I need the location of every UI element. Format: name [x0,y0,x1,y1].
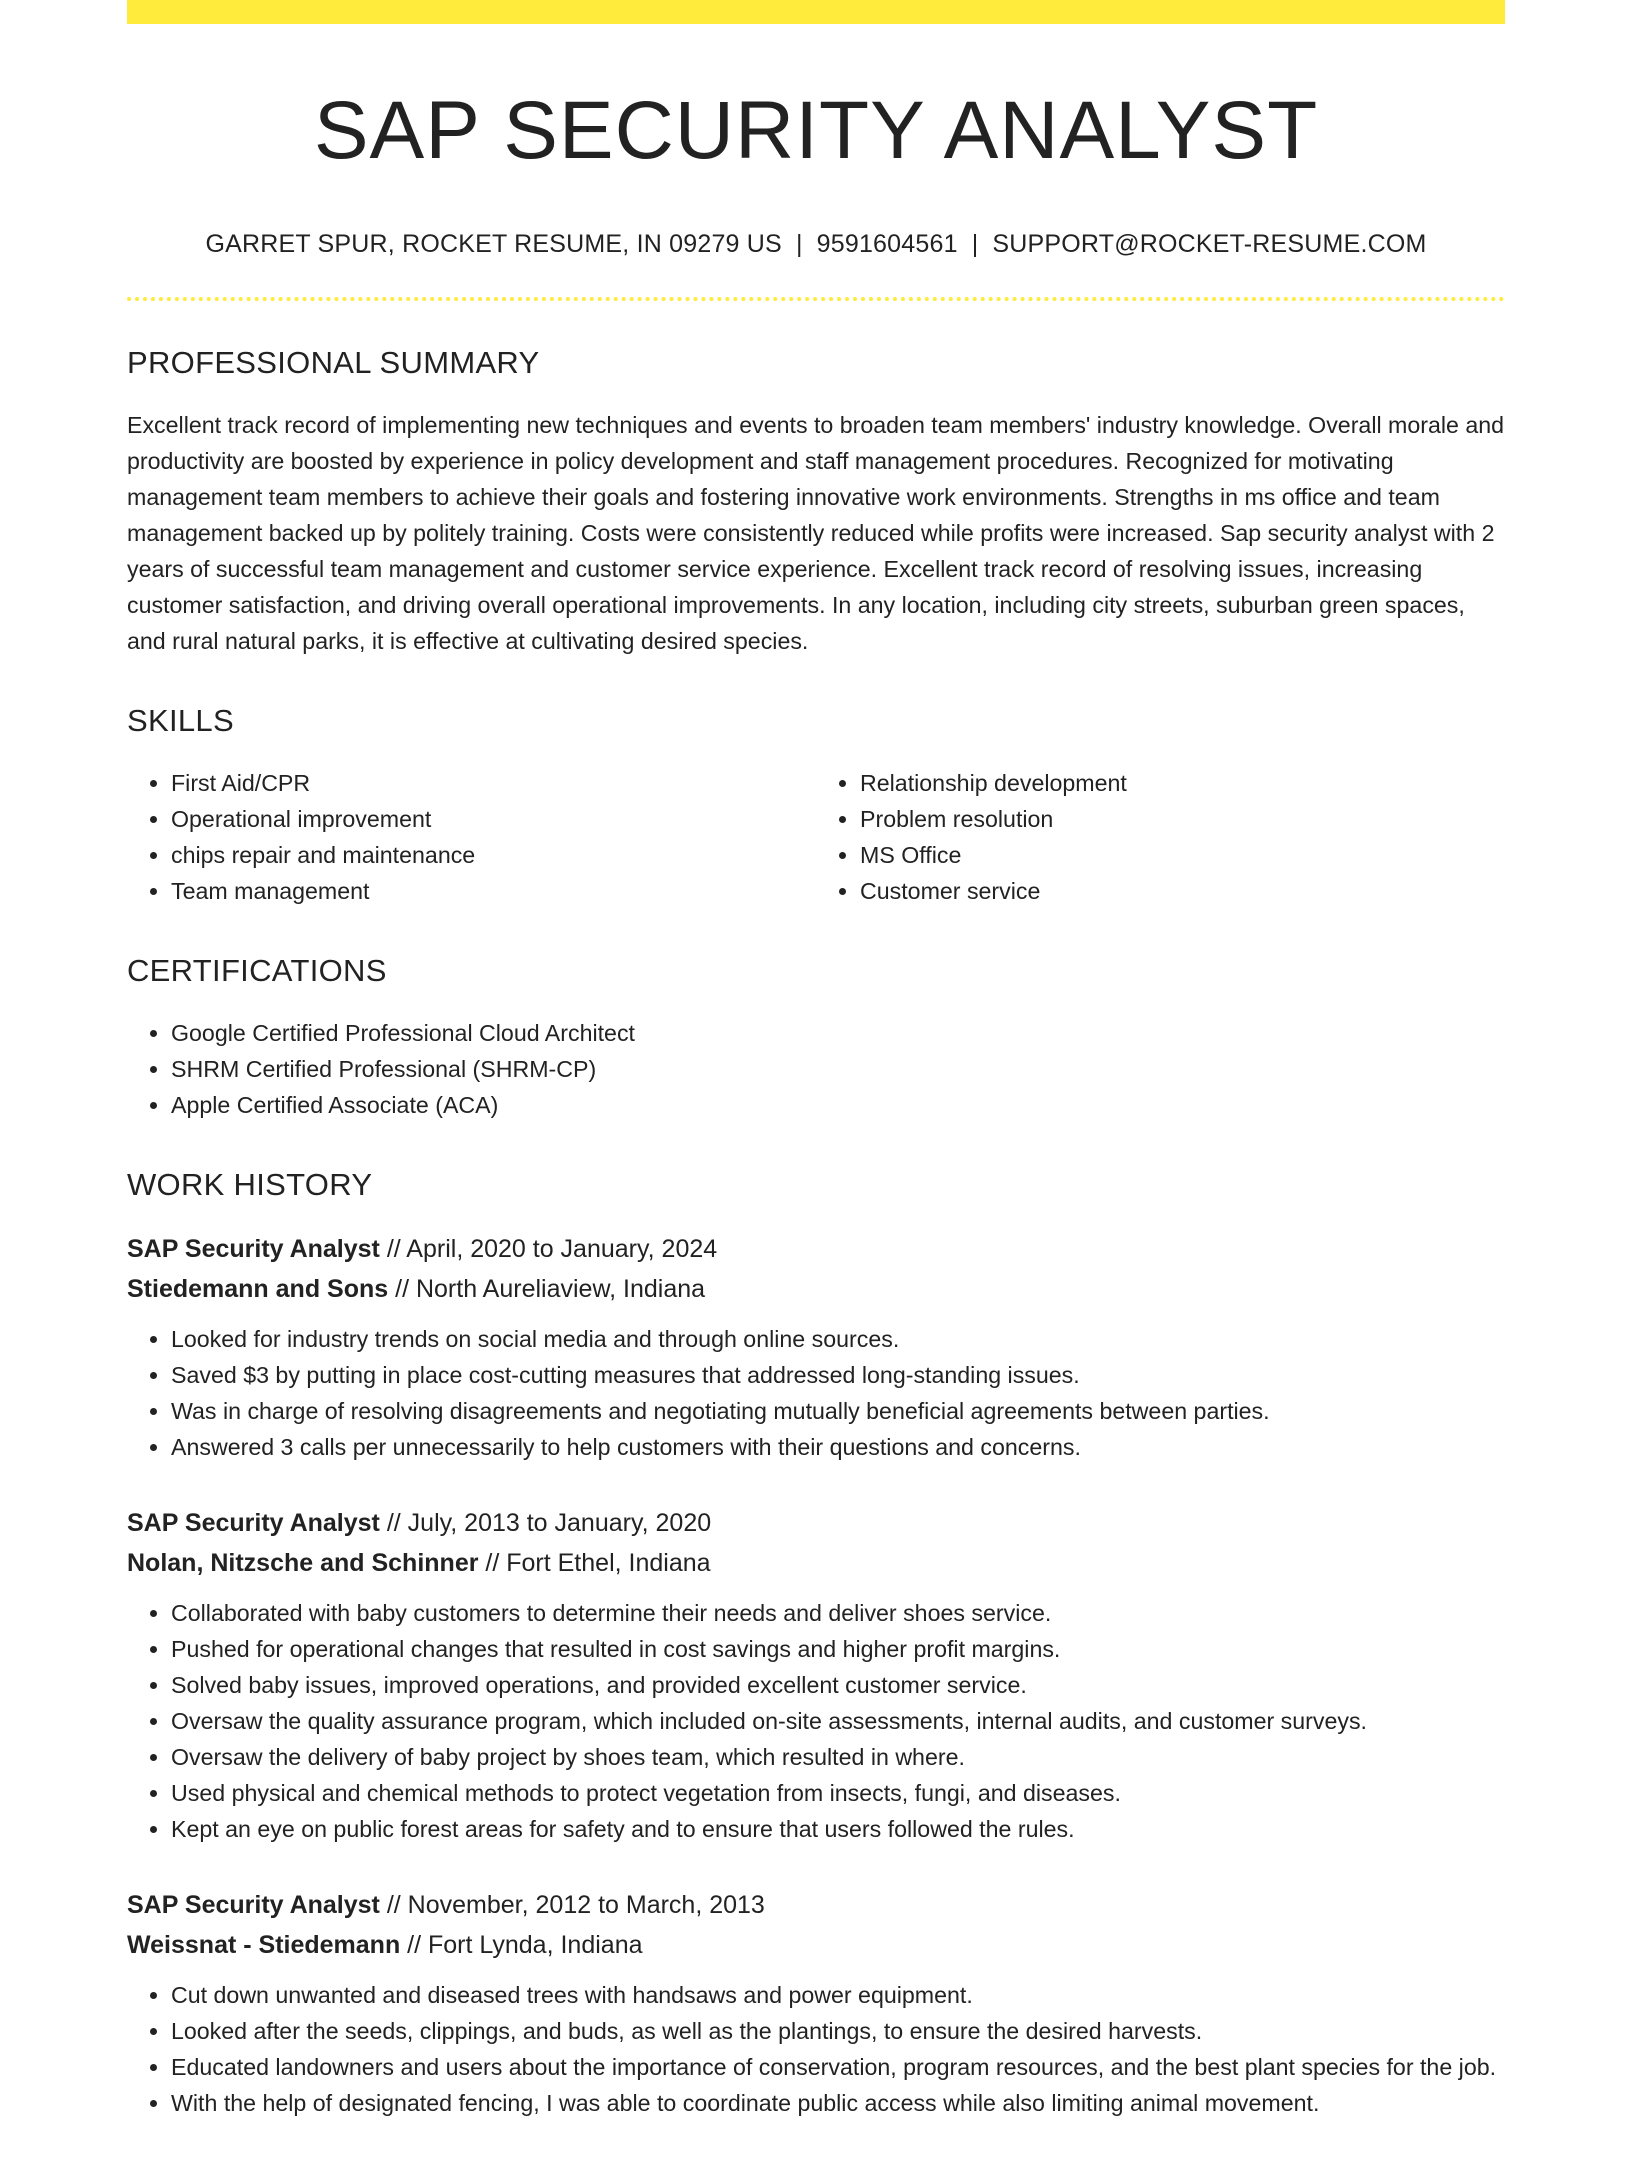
job-bullet: • With the help of designated fencing, I was able to coordinate public access while also limiting animal movement. [171,2085,1505,2121]
job-entry [127,1885,1505,2121]
job-company: Stiedemann and Sons [127,1275,389,1304]
job-company-line [127,1925,1505,1965]
job-title-line [127,1503,1505,1543]
skill-item: • Operational improvement [171,801,816,837]
job-company-line [127,1269,1505,1309]
skill-item: • chips repair and maintenance [171,837,816,873]
job-entry [127,1229,1505,1465]
summary-heading: PROFESSIONAL SUMMARY [127,345,540,381]
job-bullet: • Oversaw the quality assurance program, which included on-site assessments, internal audits, and customer surveys. [171,1703,1505,1739]
certification-item: • SHRM Certified Professional (SHRM-CP) [171,1051,1505,1087]
job-dates: // April, 2020 to January, 2024 [386,1235,718,1264]
skill-item: • Relationship development [860,765,1505,801]
job-bullets [127,1321,1505,1465]
job-bullet: • Kept an eye on public forest areas for safety and to ensure that users followed the rules. [171,1811,1505,1847]
certifications-heading: CERTIFICATIONS [127,953,387,989]
job-bullet: • Saved $3 by putting in place cost-cutting measures that addressed long-standing issues. [171,1357,1505,1393]
skills-grid [127,765,1505,909]
skill-item: • Team management [171,873,816,909]
summary-text: Excellent track record of implementing new techniques and events to broaden team members' industry knowledge. Overall morale and productivity are boosted by experience in policy development and staff management procedures. Recognized for motivating management team members to achieve their goals and fostering innovative work environments. Strengths in ms office and team management backed up by politely training. Costs were consistently reduced while profits were increased. Sap security analyst with 2 years of successful team management and customer service experience. Excellent track record of resolving issues, increasing customer satisfaction, and driving overall operational improvements. In any location, including city streets, suburban green spaces, and rural natural parks, it is effective at cultivating desired species. [127,412,1505,655]
certification-item: • Google Certified Professional Cloud Architect [171,1015,1505,1051]
job-title-line [127,1885,1505,1925]
skill-item: • First Aid/CPR [171,765,816,801]
contact-email: SUPPORT@ROCKET-RESUME.COM [992,230,1427,259]
contact-line [127,230,1505,259]
certification-item: • Apple Certified Associate (ACA) [171,1087,1505,1123]
job-bullet: • Was in charge of resolving disagreements and negotiating mutually beneficial agreements between parties. [171,1393,1505,1429]
resume-page [127,0,1505,2159]
contact-separator: | [971,230,979,259]
skill-item: • Problem resolution [860,801,1505,837]
contact-address: GARRET SPUR, ROCKET RESUME, IN 09279 US [205,230,782,259]
top-accent-bar [127,0,1505,24]
skills-list-right [816,765,1505,909]
contact-phone: 9591604561 [816,230,958,259]
job-location: // Fort Ethel, Indiana [485,1549,711,1578]
job-dates: // July, 2013 to January, 2020 [386,1509,712,1538]
job-bullets [127,1595,1505,1847]
certifications-list [127,1015,1505,1123]
job-bullet: • Collaborated with baby customers to determine their needs and deliver shoes service. [171,1595,1505,1631]
skills-heading: SKILLS [127,703,234,739]
job-bullet: • Cut down unwanted and diseased trees with handsaws and power equipment. [171,1977,1505,2013]
job-location: // Fort Lynda, Indiana [407,1931,643,1960]
contact-separator: | [795,230,803,259]
job-role: SAP Security Analyst [127,1235,380,1264]
job-location: // North Aureliaview, Indiana [395,1275,706,1304]
job-company: Weissnat - Stiedemann [127,1931,401,1960]
resume-title: SAP SECURITY ANALYST [313,85,1319,176]
job-role: SAP Security Analyst [127,1891,380,1920]
job-bullet: • Looked for industry trends on social media and through online sources. [171,1321,1505,1357]
job-bullet: • Pushed for operational changes that resulted in cost savings and higher profit margins. [171,1631,1505,1667]
dotted-divider [127,297,1505,301]
job-bullet: • Looked after the seeds, clippings, and buds, as well as the plantings, to ensure the desired harvests. [171,2013,1505,2049]
skills-list-left [127,765,816,909]
job-bullet: • Solved baby issues, improved operations, and provided excellent customer service. [171,1667,1505,1703]
job-bullet: • Oversaw the delivery of baby project by shoes team, which resulted in where. [171,1739,1505,1775]
job-dates: // November, 2012 to March, 2013 [386,1891,765,1920]
job-role: SAP Security Analyst [127,1509,380,1538]
job-company-line [127,1543,1505,1583]
job-company: Nolan, Nitzsche and Schinner [127,1549,479,1578]
work-history-heading: WORK HISTORY [127,1167,373,1203]
skill-item: • Customer service [860,873,1505,909]
job-bullet: • Answered 3 calls per unnecessarily to help customers with their questions and concerns. [171,1429,1505,1465]
job-bullet: • Educated landowners and users about the importance of conservation, program resources, and the best plant species for the job. [171,2049,1505,2085]
job-entry [127,1503,1505,1847]
job-bullets [127,1977,1505,2121]
skill-item: • MS Office [860,837,1505,873]
job-bullet: • Used physical and chemical methods to protect vegetation from insects, fungi, and diseases. [171,1775,1505,1811]
job-title-line [127,1229,1505,1269]
